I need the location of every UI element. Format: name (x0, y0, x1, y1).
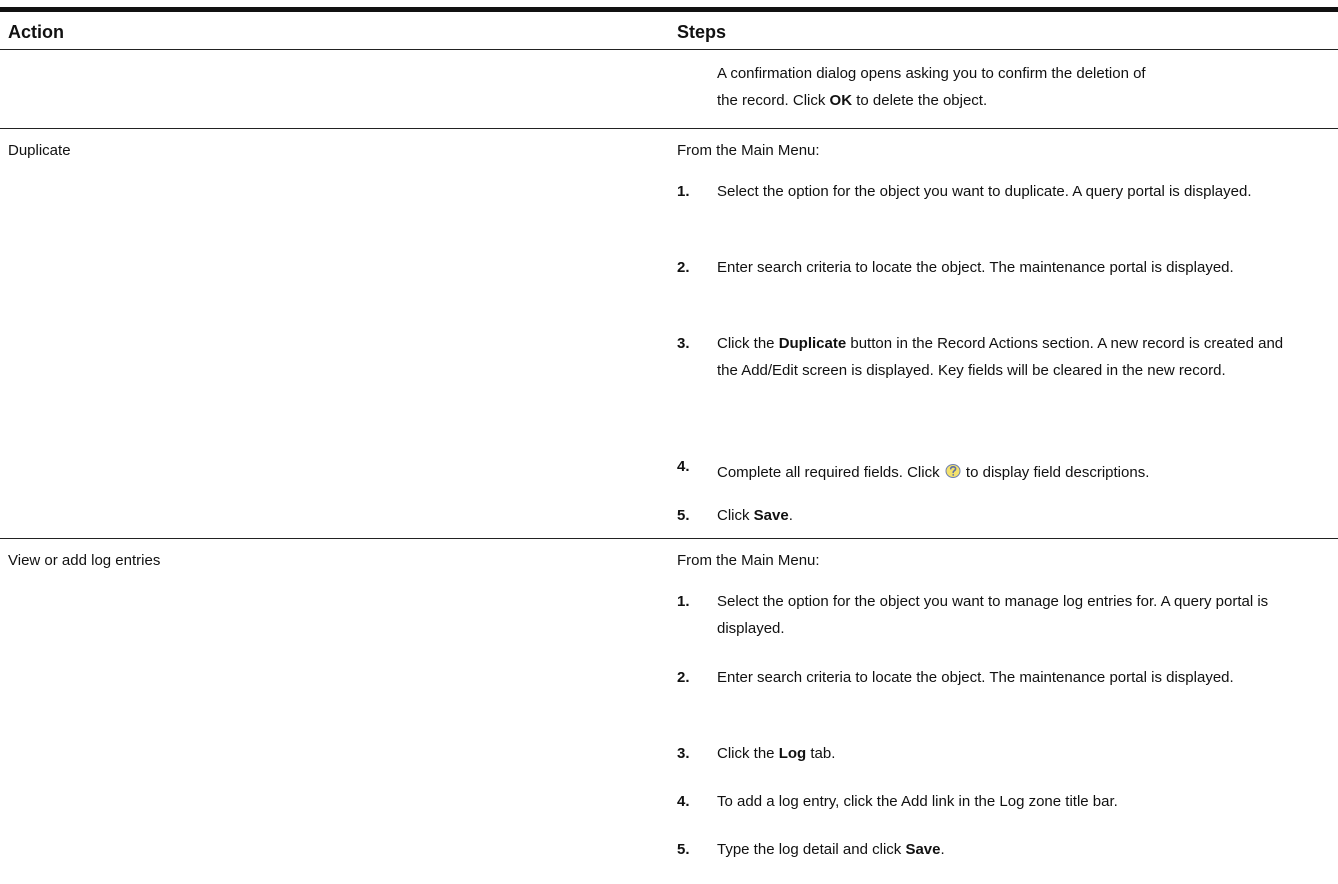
step-text: To add a log entry, click the Add link in the Log zone title bar. (717, 793, 1118, 810)
step-prefix: Complete all required fields. Click (717, 464, 944, 481)
step-suffix: to display field descriptions. (961, 464, 1150, 481)
step-suffix: button in the Record Actions section. A new record is created and the Add/Edit screen is displayed. Key fields will be cleared in the new record. (717, 335, 1284, 379)
step-text (717, 459, 1307, 486)
continuation-line-2-prefix: the record. Click (717, 92, 830, 109)
log-intro: From the Main Menu: (677, 552, 820, 569)
step-number: 2. (677, 259, 690, 276)
action-header: Action (8, 22, 64, 42)
duplicate-intro: From the Main Menu: (677, 142, 820, 159)
step-text (717, 330, 1307, 384)
continuation-line-1: A confirmation dialog opens asking you to confirm the deletion of (717, 65, 1146, 82)
step-prefix: Click (717, 507, 754, 524)
step-text (717, 740, 1307, 767)
step-number: 4. (677, 793, 690, 810)
continuation-text (717, 60, 1302, 114)
step-number: 3. (677, 335, 690, 352)
step-text: Select the option for the object you want to manage log entries for. A query portal is displayed. (717, 593, 1269, 637)
step-number: 1. (677, 183, 690, 200)
help-question-icon (945, 461, 961, 477)
step-number: 5. (677, 507, 690, 524)
step-text (717, 836, 1307, 863)
step-suffix: tab. (806, 745, 836, 762)
step-number: 4. (677, 458, 690, 475)
step-number: 2. (677, 669, 690, 686)
continuation-line-2-suffix: to delete the object. (852, 92, 988, 109)
save-label: Save (905, 841, 941, 858)
table-header (0, 12, 1338, 50)
log-label: Log (778, 745, 807, 762)
step-text: Select the option for the object you want to duplicate. A query portal is displayed. (717, 183, 1252, 200)
step-prefix: Click the (717, 745, 779, 762)
step-number: 3. (677, 745, 690, 762)
log-action: View or add log entries (8, 552, 161, 569)
step-text: Enter search criteria to locate the object. The maintenance portal is displayed. (717, 259, 1234, 276)
step-text (717, 502, 1307, 529)
step-prefix: Click the (717, 335, 779, 352)
duplicate-label: Duplicate (778, 335, 847, 352)
duplicate-row (0, 129, 1338, 539)
step-prefix: Type the log detail and click (717, 841, 906, 858)
step-number: 1. (677, 593, 690, 610)
continuation-row (0, 50, 1338, 129)
step-suffix: . (788, 507, 793, 524)
step-text: Enter search criteria to locate the object. The maintenance portal is displayed. (717, 669, 1234, 686)
ok-label: OK (829, 92, 853, 109)
log-row (0, 539, 1338, 884)
step-number: 5. (677, 841, 690, 858)
step-suffix: . (940, 841, 945, 858)
save-label: Save (753, 507, 789, 524)
steps-header: Steps (677, 22, 727, 42)
duplicate-action: Duplicate (8, 142, 71, 159)
